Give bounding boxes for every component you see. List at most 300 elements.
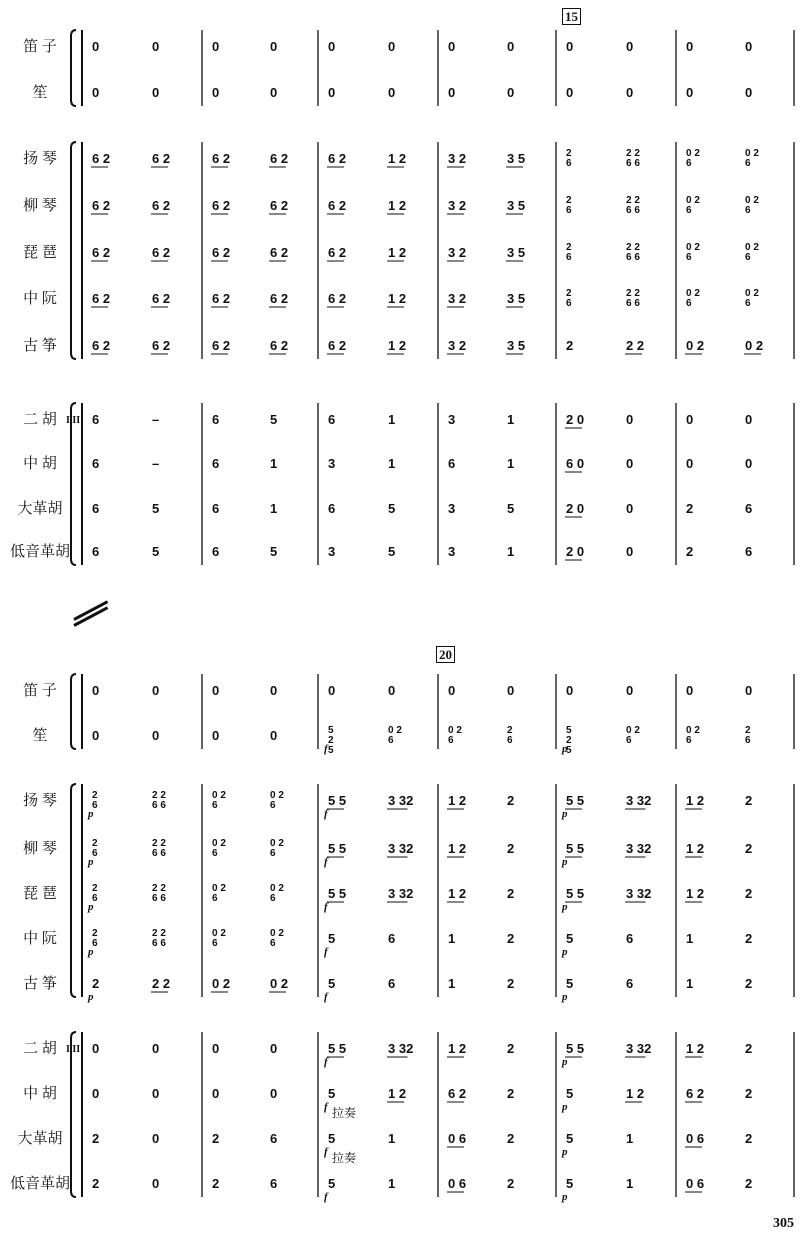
note-0-7-4-1: 0	[626, 412, 634, 427]
note-1-8-4-0: 5	[566, 1086, 574, 1101]
note-1-3-1-1-1: 6	[270, 848, 276, 859]
note-1-4-1-1-1: 6	[270, 893, 276, 904]
instrument-name-0-10: 低音革胡	[9, 544, 71, 560]
group-bracket-1-0	[71, 674, 76, 749]
note-1-9-1-0: 2	[212, 1131, 220, 1146]
dynamic-1-19: f	[324, 1101, 328, 1113]
note-0-3-0-1: 6 2	[152, 198, 171, 213]
note-0-10-3-0: 3	[448, 544, 456, 559]
dynamic-1-24: p	[562, 1191, 568, 1203]
note-1-3-3-1: 2	[507, 841, 515, 856]
note-1-6-0-1: 2 2	[152, 976, 171, 991]
note-1-5-0-0-1: 6	[92, 938, 98, 949]
note-0-0-3-0: 0	[448, 39, 456, 54]
note-1-4-2-0: 5 5	[328, 886, 347, 901]
dynamic-1-15: f	[324, 991, 328, 1003]
note-0-8-3-0: 6	[448, 456, 456, 471]
note-1-1-1-1: 0	[270, 728, 278, 743]
note-1-6-5-1: 2	[745, 976, 753, 991]
note-1-4-0-1-1: 6 6	[152, 893, 166, 904]
dynamic-1-21: f	[324, 1146, 328, 1158]
note-1-9-4-1: 1	[626, 1131, 634, 1146]
note-0-4-1-1: 6 2	[270, 245, 289, 260]
note-0-1-1-0: 0	[212, 85, 220, 100]
note-1-7-4-1: 3 32	[626, 1041, 652, 1056]
note-1-0-3-1: 0	[507, 683, 515, 698]
note-0-10-4-0: 2 0	[566, 544, 585, 559]
note-1-1-2-0-0: 5	[328, 725, 334, 736]
note-0-3-4-1-0: 2 2	[626, 195, 640, 206]
note-0-9-5-0: 2	[686, 501, 694, 516]
note-0-10-0-1: 5	[152, 544, 160, 559]
note-1-10-3-0: 0 6	[448, 1176, 467, 1191]
note-1-0-4-1: 0	[626, 683, 634, 698]
note-0-6-3-1: 3 5	[507, 338, 526, 353]
note-1-5-1-1-0: 0 2	[270, 928, 284, 939]
dynamic-1-12: f	[324, 946, 328, 958]
note-0-4-5-0-1: 6	[686, 252, 692, 263]
note-0-2-4-0-1: 6	[566, 158, 572, 169]
note-0-5-4-1-1: 6 6	[626, 298, 640, 309]
note-1-0-0-0: 0	[92, 683, 100, 698]
note-0-4-0-1: 6 2	[152, 245, 171, 260]
note-1-7-4-0: 5 5	[566, 1041, 585, 1056]
note-0-7-3-1: 1	[507, 412, 515, 427]
note-1-10-2-1: 1	[388, 1176, 396, 1191]
note-1-8-5-0: 6 2	[686, 1086, 705, 1101]
note-0-3-2-1: 1 2	[388, 198, 407, 213]
note-1-4-4-1: 3 32	[626, 886, 652, 901]
note-1-3-1-0-1: 6	[212, 848, 218, 859]
instrument-name-1-10: 低音革胡	[9, 1176, 71, 1192]
note-1-8-3-0: 6 2	[448, 1086, 467, 1101]
note-1-6-3-1: 2	[507, 976, 515, 991]
dynamic-1-7: p	[562, 856, 568, 868]
technique-mark-1-0: 拉奏	[332, 1106, 357, 1120]
note-0-7-1-0: 6	[212, 412, 220, 427]
note-0-5-3-1: 3 5	[507, 291, 526, 306]
note-0-3-4-0-0: 2	[566, 195, 572, 206]
note-1-4-0-0-1: 6	[92, 893, 98, 904]
note-0-2-0-1: 6 2	[152, 151, 171, 166]
note-0-3-0-0: 6 2	[92, 198, 111, 213]
note-0-7-2-1: 1	[388, 412, 396, 427]
note-1-1-3-1-0: 2	[507, 725, 513, 736]
dynamic-1-18: p	[562, 1056, 568, 1068]
dynamic-1-9: f	[324, 901, 328, 913]
note-1-1-2-0-1: 2	[328, 735, 334, 746]
note-1-5-3-0: 1	[448, 931, 456, 946]
note-1-2-2-0: 5 5	[328, 793, 347, 808]
note-0-8-2-0: 3	[328, 456, 336, 471]
note-1-1-4-0-1: 2	[566, 735, 572, 746]
note-0-7-2-0: 6	[328, 412, 336, 427]
note-0-2-5-1-0: 0 2	[745, 148, 759, 159]
note-0-9-2-1: 5	[388, 501, 396, 516]
note-0-5-4-0-1: 6	[566, 298, 572, 309]
note-0-8-1-1: 1	[270, 456, 278, 471]
note-0-0-5-1: 0	[745, 39, 753, 54]
note-0-4-4-0-1: 6	[566, 252, 572, 263]
note-1-4-1-0-0: 0 2	[212, 883, 226, 894]
note-0-6-2-0: 6 2	[328, 338, 347, 353]
note-1-7-0-1: 0	[152, 1041, 160, 1056]
note-0-10-5-1: 6	[745, 544, 753, 559]
instrument-name-1-5: 中 阮	[23, 931, 57, 947]
note-1-8-1-1: 0	[270, 1086, 278, 1101]
note-0-1-3-0: 0	[448, 85, 456, 100]
note-0-10-4-1: 0	[626, 544, 634, 559]
note-1-5-3-1: 2	[507, 931, 515, 946]
note-0-6-2-1: 1 2	[388, 338, 407, 353]
note-1-2-0-0-1: 6	[92, 800, 98, 811]
instrument-name-1-2: 扬 琴	[23, 793, 57, 809]
note-0-6-1-0: 6 2	[212, 338, 231, 353]
note-1-6-4-1: 6	[626, 976, 634, 991]
note-0-6-5-1: 0 2	[745, 338, 764, 353]
note-0-1-0-0: 0	[92, 85, 100, 100]
note-1-0-5-1: 0	[745, 683, 753, 698]
note-1-7-0-0: 0	[92, 1041, 100, 1056]
note-0-6-0-0: 6 2	[92, 338, 111, 353]
note-1-1-5-1-1: 6	[745, 735, 751, 746]
note-1-7-5-0: 1 2	[686, 1041, 705, 1056]
note-1-3-4-0: 5 5	[566, 841, 585, 856]
note-0-2-4-1-0: 2 2	[626, 148, 640, 159]
note-1-0-1-0: 0	[212, 683, 220, 698]
note-1-9-0-0: 2	[92, 1131, 100, 1146]
dynamic-1-0: f	[324, 743, 328, 755]
note-0-9-4-0: 2 0	[566, 501, 585, 516]
note-1-1-3-0-1: 6	[448, 735, 454, 746]
note-1-3-2-1: 3 32	[388, 841, 414, 856]
note-0-2-0-0: 6 2	[92, 151, 111, 166]
instrument-name-0-2: 扬 琴	[23, 151, 57, 167]
note-0-8-5-1: 0	[745, 456, 753, 471]
note-1-9-5-1: 2	[745, 1131, 753, 1146]
note-0-8-3-1: 1	[507, 456, 515, 471]
note-0-0-2-1: 0	[388, 39, 396, 54]
note-1-6-0-0: 2	[92, 976, 100, 991]
note-0-9-0-1: 5	[152, 501, 160, 516]
note-1-10-1-0: 2	[212, 1176, 220, 1191]
note-0-5-4-0-0: 2	[566, 288, 572, 299]
note-1-1-2-1-1: 6	[388, 735, 394, 746]
note-0-1-4-0: 0	[566, 85, 574, 100]
note-0-9-1-1: 1	[270, 501, 278, 516]
note-1-3-4-1: 3 32	[626, 841, 652, 856]
note-1-4-5-1: 2	[745, 886, 753, 901]
note-1-3-0-0-0: 2	[92, 838, 98, 849]
note-1-3-0-0-1: 6	[92, 848, 98, 859]
note-0-1-3-1: 0	[507, 85, 515, 100]
note-0-7-1-1: 5	[270, 412, 278, 427]
note-1-0-2-1: 0	[388, 683, 396, 698]
note-0-5-4-1-0: 2 2	[626, 288, 640, 299]
note-0-9-3-0: 3	[448, 501, 456, 516]
note-0-2-1-1: 6 2	[270, 151, 289, 166]
note-1-9-2-0: 5	[328, 1131, 336, 1146]
note-1-4-0-1-0: 2 2	[152, 883, 166, 894]
note-0-5-0-0: 6 2	[92, 291, 111, 306]
note-0-6-0-1: 6 2	[152, 338, 171, 353]
note-1-2-0-0-0: 2	[92, 790, 98, 801]
note-0-5-3-0: 3 2	[448, 291, 467, 306]
group-bracket-1-2	[71, 1032, 76, 1197]
note-0-8-0-1: –	[152, 456, 160, 471]
note-0-6-4-0: 2	[566, 338, 574, 353]
rehearsal-mark-15: 15	[562, 8, 581, 25]
note-1-0-0-1: 0	[152, 683, 160, 698]
note-1-6-1-1: 0 2	[270, 976, 289, 991]
note-1-10-4-0: 5	[566, 1176, 574, 1191]
note-0-1-4-1: 0	[626, 85, 634, 100]
note-0-1-0-1: 0	[152, 85, 160, 100]
system-break-mark	[74, 604, 110, 626]
note-0-0-1-1: 0	[270, 39, 278, 54]
note-0-10-0-0: 6	[92, 544, 100, 559]
group-bracket-0-2	[71, 403, 76, 565]
note-1-4-0-0-0: 2	[92, 883, 98, 894]
dynamic-1-4: p	[562, 808, 568, 820]
note-0-4-1-0: 6 2	[212, 245, 231, 260]
note-0-3-4-1-1: 6 6	[626, 205, 640, 216]
note-1-9-4-0: 5	[566, 1131, 574, 1146]
note-0-10-2-0: 3	[328, 544, 336, 559]
note-0-3-5-0-1: 6	[686, 205, 692, 216]
note-1-6-2-1: 6	[388, 976, 396, 991]
note-1-10-5-1: 2	[745, 1176, 753, 1191]
note-1-10-5-0: 0 6	[686, 1176, 705, 1191]
dynamic-1-11: p	[88, 946, 94, 958]
note-0-9-4-1: 0	[626, 501, 634, 516]
note-0-5-2-0: 6 2	[328, 291, 347, 306]
instrument-name-0-7: 二 胡	[23, 412, 57, 428]
note-1-2-0-1-0: 2 2	[152, 790, 166, 801]
note-0-6-5-0: 0 2	[686, 338, 705, 353]
note-1-7-1-0: 0	[212, 1041, 220, 1056]
instrument-name-0-6: 古 筝	[23, 338, 57, 354]
note-1-3-1-1-0: 0 2	[270, 838, 284, 849]
instrument-name-1-9: 大革胡	[17, 1131, 63, 1147]
erhu-part-label-0: I II	[66, 415, 81, 426]
note-0-0-2-0: 0	[328, 39, 336, 54]
note-0-7-0-0: 6	[92, 412, 100, 427]
instrument-name-0-0: 笛 子	[23, 39, 57, 55]
note-0-3-4-0-1: 6	[566, 205, 572, 216]
note-0-0-5-0: 0	[686, 39, 694, 54]
note-1-10-1-1: 6	[270, 1176, 278, 1191]
note-0-8-1-0: 6	[212, 456, 220, 471]
note-0-4-5-1-0: 0 2	[745, 242, 759, 253]
group-bracket-0-1	[71, 142, 76, 359]
note-0-8-5-0: 0	[686, 456, 694, 471]
note-1-1-3-1-1: 6	[507, 735, 513, 746]
instrument-name-0-9: 大革胡	[17, 501, 63, 517]
instrument-name-0-1: 笙	[32, 85, 48, 101]
note-1-3-1-0-0: 0 2	[212, 838, 226, 849]
note-1-2-4-1: 3 32	[626, 793, 652, 808]
note-1-1-3-0-0: 0 2	[448, 725, 462, 736]
note-1-3-3-0: 1 2	[448, 841, 467, 856]
note-0-3-3-1: 3 5	[507, 198, 526, 213]
dynamic-1-23: f	[324, 1191, 328, 1203]
note-1-1-2-1-0: 0 2	[388, 725, 402, 736]
dynamic-1-16: p	[562, 991, 568, 1003]
note-0-10-1-0: 6	[212, 544, 220, 559]
note-1-10-0-1: 0	[152, 1176, 160, 1191]
note-0-2-3-1: 3 5	[507, 151, 526, 166]
note-1-2-3-1: 2	[507, 793, 515, 808]
note-0-5-1-0: 6 2	[212, 291, 231, 306]
rehearsal-mark-20: 20	[436, 646, 455, 663]
note-0-1-5-0: 0	[686, 85, 694, 100]
note-1-8-3-1: 2	[507, 1086, 515, 1101]
note-1-6-2-0: 5	[328, 976, 336, 991]
note-0-7-3-0: 3	[448, 412, 456, 427]
note-0-2-2-1: 1 2	[388, 151, 407, 166]
note-1-0-2-0: 0	[328, 683, 336, 698]
note-1-2-5-0: 1 2	[686, 793, 705, 808]
note-0-3-5-0-0: 0 2	[686, 195, 700, 206]
note-0-7-5-0: 0	[686, 412, 694, 427]
note-1-10-3-1: 2	[507, 1176, 515, 1191]
note-1-1-2-0-2: 5	[328, 745, 334, 756]
note-1-9-5-0: 0 6	[686, 1131, 705, 1146]
note-0-5-5-0-1: 6	[686, 298, 692, 309]
note-0-6-3-0: 3 2	[448, 338, 467, 353]
note-0-0-1-0: 0	[212, 39, 220, 54]
note-0-5-5-0-0: 0 2	[686, 288, 700, 299]
dynamic-1-10: p	[562, 901, 568, 913]
note-1-4-1-0-1: 6	[212, 893, 218, 904]
dynamic-1-2: p	[88, 808, 94, 820]
note-0-3-5-1-1: 6	[745, 205, 751, 216]
note-1-2-3-0: 1 2	[448, 793, 467, 808]
note-0-4-2-1: 1 2	[388, 245, 407, 260]
note-0-8-4-0: 6 0	[566, 456, 585, 471]
dynamic-1-1: p	[562, 743, 568, 755]
instrument-name-0-4: 琵 琶	[23, 245, 57, 261]
group-bracket-1-1	[71, 784, 76, 997]
note-1-5-0-0-0: 2	[92, 928, 98, 939]
note-0-4-4-1-1: 6 6	[626, 252, 640, 263]
note-1-5-5-0: 1	[686, 931, 694, 946]
note-0-8-4-1: 0	[626, 456, 634, 471]
note-1-8-4-1: 1 2	[626, 1086, 645, 1101]
note-1-3-5-0: 1 2	[686, 841, 705, 856]
note-1-9-3-1: 2	[507, 1131, 515, 1146]
note-1-3-2-0: 5 5	[328, 841, 347, 856]
note-1-2-1-0-1: 6	[212, 800, 218, 811]
note-0-9-3-1: 5	[507, 501, 515, 516]
note-1-3-0-1-0: 2 2	[152, 838, 166, 849]
note-0-0-0-1: 0	[152, 39, 160, 54]
dynamic-1-14: p	[88, 991, 94, 1003]
note-1-6-5-0: 1	[686, 976, 694, 991]
note-0-8-2-1: 1	[388, 456, 396, 471]
note-1-4-3-1: 2	[507, 886, 515, 901]
note-1-0-1-1: 0	[270, 683, 278, 698]
note-1-6-3-0: 1	[448, 976, 456, 991]
note-1-2-1-1-0: 0 2	[270, 790, 284, 801]
instrument-name-1-1: 笙	[32, 728, 48, 744]
note-0-8-0-0: 6	[92, 456, 100, 471]
instrument-name-1-6: 古 筝	[23, 976, 57, 992]
note-0-7-0-1: –	[152, 412, 160, 427]
note-0-3-1-1: 6 2	[270, 198, 289, 213]
dynamic-1-20: p	[562, 1101, 568, 1113]
instrument-name-1-7: 二 胡	[23, 1041, 57, 1057]
note-1-5-1-0-0: 0 2	[212, 928, 226, 939]
note-1-5-1-1-1: 6	[270, 938, 276, 949]
note-1-1-4-1-0: 0 2	[626, 725, 640, 736]
instrument-name-0-8: 中 胡	[23, 456, 57, 472]
note-1-10-0-0: 2	[92, 1176, 100, 1191]
note-1-10-2-0: 5	[328, 1176, 336, 1191]
note-1-5-5-1: 2	[745, 931, 753, 946]
note-0-10-1-1: 5	[270, 544, 278, 559]
note-1-7-2-1: 3 32	[388, 1041, 414, 1056]
note-1-1-1-0: 0	[212, 728, 220, 743]
note-0-4-5-0-0: 0 2	[686, 242, 700, 253]
note-1-9-1-1: 6	[270, 1131, 278, 1146]
note-1-5-2-0: 5	[328, 931, 336, 946]
note-1-4-3-0: 1 2	[448, 886, 467, 901]
instrument-name-1-8: 中 胡	[23, 1086, 57, 1102]
instrument-name-0-3: 柳 琴	[23, 198, 57, 214]
note-0-2-1-0: 6 2	[212, 151, 231, 166]
note-0-4-5-1-1: 6	[745, 252, 751, 263]
note-1-2-5-1: 2	[745, 793, 753, 808]
note-1-9-3-0: 0 6	[448, 1131, 467, 1146]
dynamic-1-8: p	[88, 901, 94, 913]
note-0-0-4-1: 0	[626, 39, 634, 54]
instrument-name-1-3: 柳 琴	[23, 841, 57, 857]
note-1-1-5-0-1: 6	[686, 735, 692, 746]
note-1-10-4-1: 1	[626, 1176, 634, 1191]
note-0-1-5-1: 0	[745, 85, 753, 100]
note-0-9-2-0: 6	[328, 501, 336, 516]
note-0-5-5-1-0: 0 2	[745, 288, 759, 299]
instrument-name-1-4: 琵 琶	[23, 886, 57, 902]
note-1-4-1-1-0: 0 2	[270, 883, 284, 894]
note-1-3-0-1-1: 6 6	[152, 848, 166, 859]
note-0-4-4-0-0: 2	[566, 242, 572, 253]
note-1-8-5-1: 2	[745, 1086, 753, 1101]
note-1-6-1-0: 0 2	[212, 976, 231, 991]
note-1-2-1-1-1: 6	[270, 800, 276, 811]
instrument-name-1-0: 笛 子	[23, 683, 57, 699]
note-0-1-2-0: 0	[328, 85, 336, 100]
note-1-5-2-1: 6	[388, 931, 396, 946]
erhu-part-label-1: I II	[66, 1044, 81, 1055]
note-0-10-2-1: 5	[388, 544, 396, 559]
note-0-9-1-0: 6	[212, 501, 220, 516]
note-0-4-3-1: 3 5	[507, 245, 526, 260]
note-1-8-1-0: 0	[212, 1086, 220, 1101]
note-1-7-1-1: 0	[270, 1041, 278, 1056]
page-number: 305	[773, 1216, 794, 1231]
note-0-2-4-1-1: 6 6	[626, 158, 640, 169]
note-0-6-4-1: 2 2	[626, 338, 645, 353]
note-1-5-4-1: 6	[626, 931, 634, 946]
note-0-2-3-0: 3 2	[448, 151, 467, 166]
instrument-name-0-5: 中 阮	[23, 291, 57, 307]
note-1-4-5-0: 1 2	[686, 886, 705, 901]
note-0-0-0-0: 0	[92, 39, 100, 54]
note-1-0-3-0: 0	[448, 683, 456, 698]
